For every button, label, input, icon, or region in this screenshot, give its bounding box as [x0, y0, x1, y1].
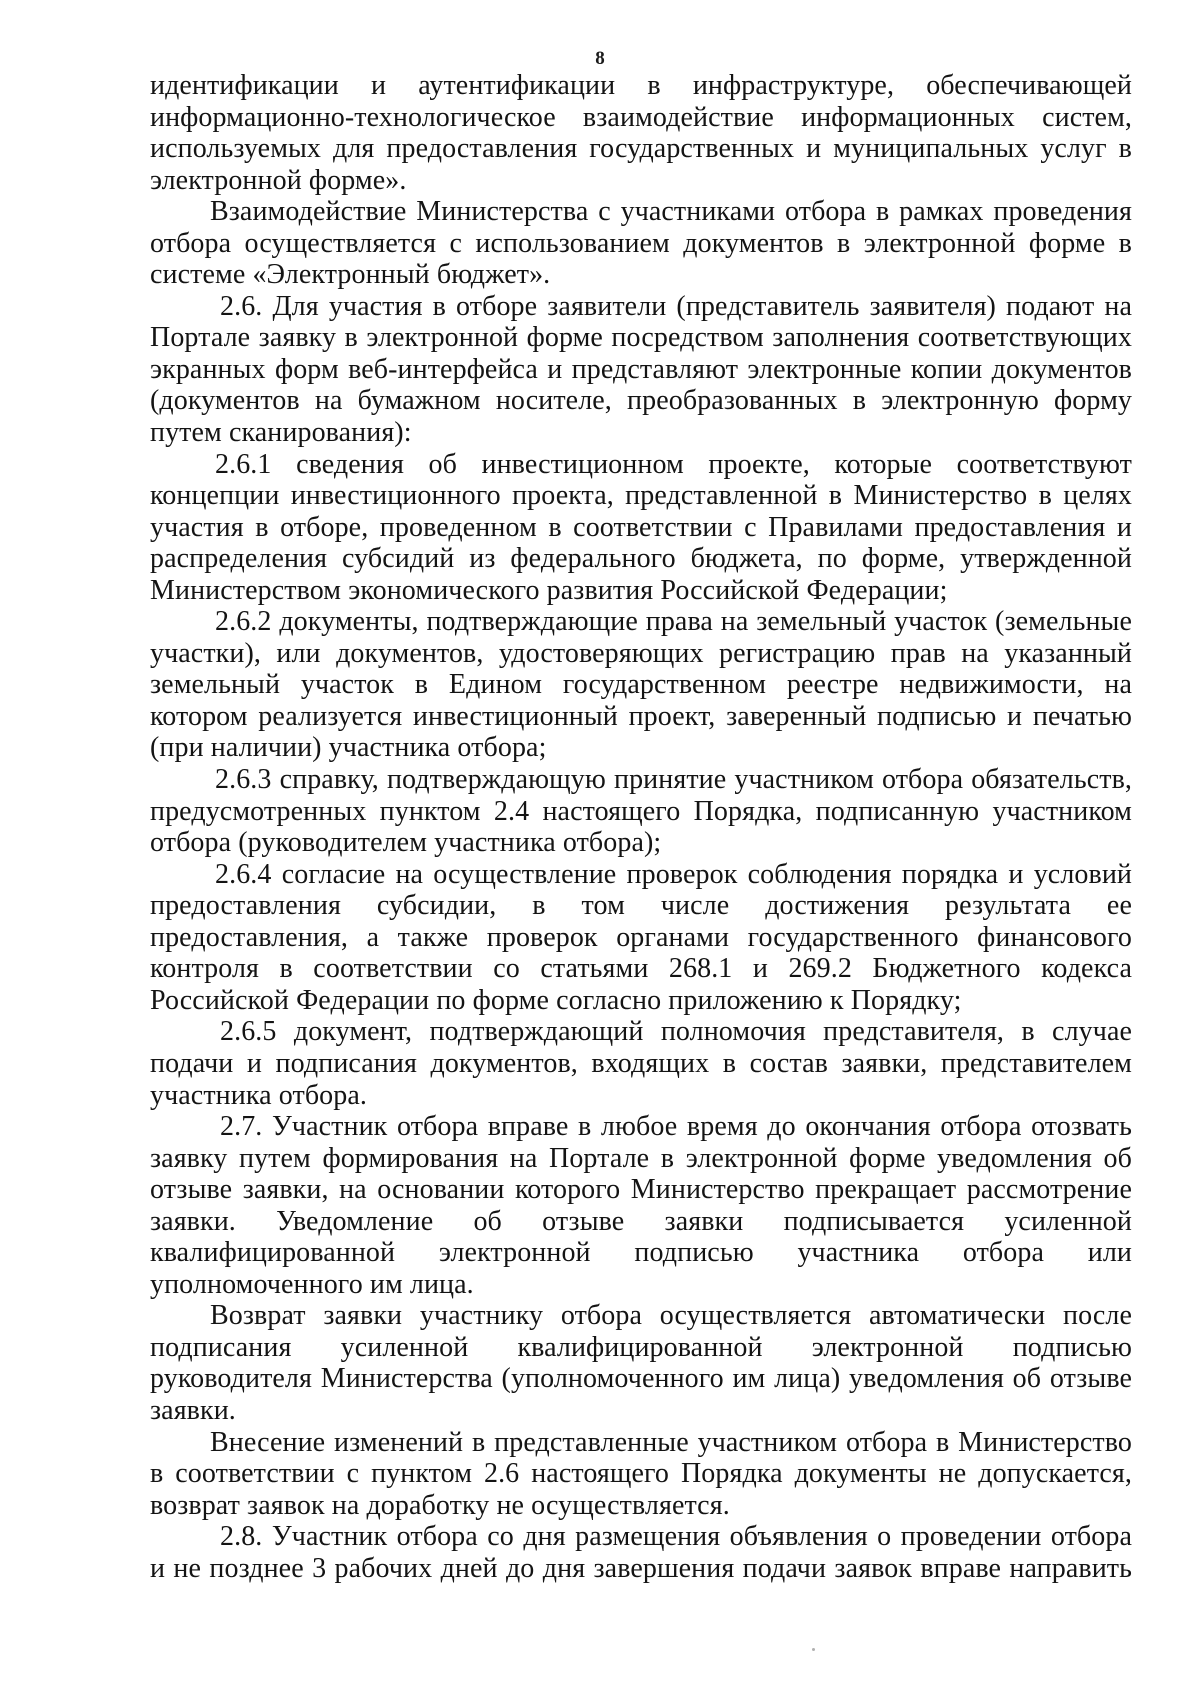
paragraph-2-6-5: 2.6.5 документ, подтверждающий полномочия представителя, в случае подачи и подписания документов, входящих в состав заявки, представителем участника отбора.: [150, 1016, 1132, 1111]
paragraph-2-6-4: 2.6.4 согласие на осуществление проверок соблюдения порядка и условий предоставления субсидии, в том числе достижения результата ее предоставления, а также проверок органами государственного финансового контроля в соответствии со статьями 268.1 и 269.2 Бюджетного кодекса Российской Федерации по форме согласно приложению к Порядку;: [150, 858, 1132, 1016]
scan-speck: [812, 1648, 815, 1651]
paragraph-changes: Внесение изменений в представленные участником отбора в Министерство в соответствии с пунктом 2.6 настоящего Порядка документы не допускается, возврат заявок на доработку не осуществляется.: [150, 1426, 1132, 1521]
paragraph-2-6: 2.6. Для участия в отборе заявители (представитель заявителя) подают на Портале заявку в электронной форме посредством заполнения соответствующих экранных форм веб-интерфейса и представляют электронные копии документов (документов на бумажном носителе, преобразованных в электронную форму путем сканирования):: [150, 290, 1132, 449]
paragraph-2-6-1: 2.6.1 сведения об инвестиционном проекте, которые соответствуют концепции инвестиционного проекта, представленной в Министерство в целях участия в отборе, проведенном в соответствии с Правилами предоставления и распределения субсидий из федерального бюджета, по форме, утвержденной Министерством экономического развития Российской Федерации;: [150, 448, 1132, 606]
paragraph-2-6-3: 2.6.3 справку, подтверждающую принятие участником отбора обязательств, предусмотренных пунктом 2.4 настоящего Порядка, подписанную участником отбора (руководителем участника отбора);: [150, 764, 1132, 859]
paragraph-2-6-2: 2.6.2 документы, подтверждающие права на земельный участок (земельные участки), или документов, удостоверяющих регистрацию прав на указанный земельный участок в Едином государственном реестре недвижимости, на котором реализуется инвестиционный проект, заверенный подписью и печатью (при наличии) участника отбора;: [150, 606, 1132, 764]
page-number: 8: [595, 48, 605, 69]
paragraph-2-7: 2.7. Участник отбора вправе в любое время до окончания отбора отозвать заявку путем формирования на Портале в электронной форме уведомления об отзыве заявки, на основании которого Министерство прекращает рассмотрение заявки. Уведомление об отзыве заявки подписывается усиленной квалифицированной электронной подписью участника отбора или уполномоченного им лица.: [150, 1111, 1132, 1300]
document-body: [150, 70, 1132, 1584]
paragraph-return: Возврат заявки участнику отбора осуществляется автоматически после подписания усиленной квалифицированной электронной подписью руководителя Министерства (уполномоченного им лица) уведомления об отзыве заявки.: [150, 1300, 1132, 1426]
paragraph-2-8: 2.8. Участник отбора со дня размещения объявления о проведении отбора и не позднее 3 рабочих дней до дня завершения подачи заявок вправе направить: [150, 1521, 1132, 1584]
paragraph-continuation: идентификации и аутентификации в инфраструктуре, обеспечивающей информационно-технологическое взаимодействие информационных систем, используемых для предоставления государственных и муниципальных услуг в электронной форме».: [150, 70, 1132, 196]
paragraph-interaction: Взаимодействие Министерства с участниками отбора в рамках проведения отбора осуществляется с использованием документов в электронной форме в системе «Электронный бюджет».: [150, 196, 1132, 291]
